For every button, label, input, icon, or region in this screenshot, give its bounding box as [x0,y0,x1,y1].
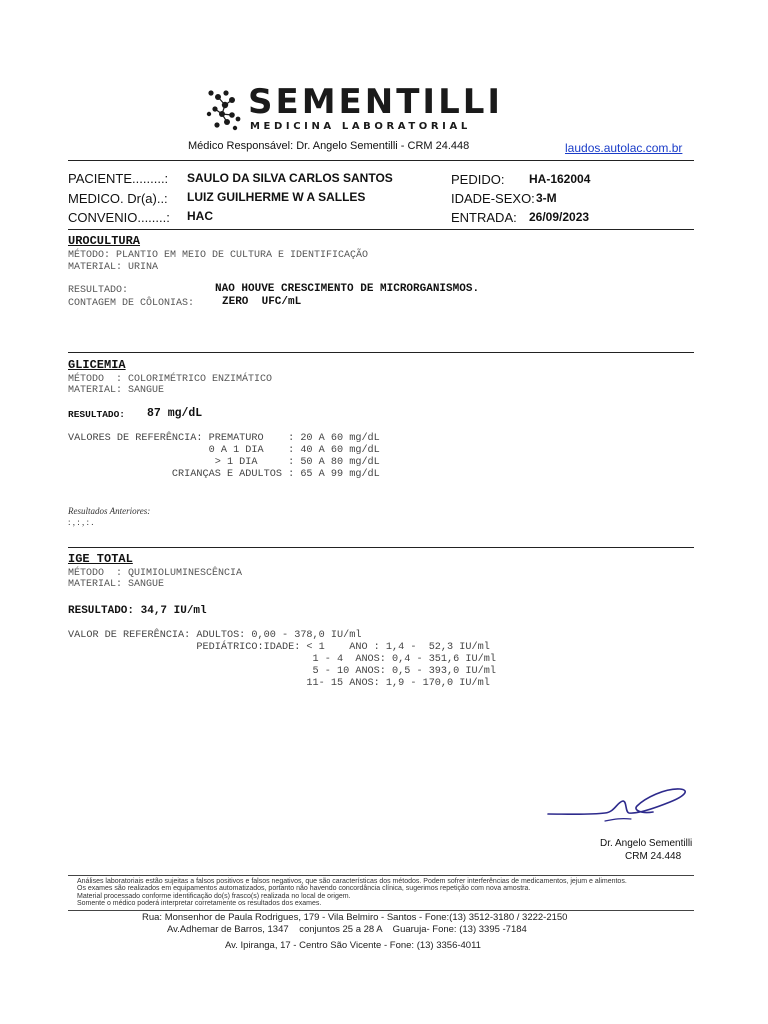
idade-sexo-value: 3-M [536,191,557,205]
urocultura-contagem-label: CONTAGEM DE CÔLONIAS: [68,298,195,309]
logo-mark-icon [205,88,245,132]
ige-resultado: RESULTADO: 34,7 IU/ml [68,605,207,617]
glicemia-resultado-value: 87 mg/dL [147,407,203,420]
signature-image [545,784,695,828]
footer-address-sao-vicente: Av. Ipiranga, 17 - Centro São Vicente - Fone: (13) 3356-4011 [225,940,481,951]
pedido-value: HA-162004 [529,172,591,186]
ige-material: MATERIAL: SANGUE [68,579,165,590]
previous-results-value: : , : , : . [68,517,94,527]
lab-website-link[interactable]: laudos.autolac.com.br [565,141,683,155]
glicemia-title: GLICEMIA [68,358,126,372]
ige-ref-line: 1 - 4 ANOS: 0,4 - 351,6 IU/ml [68,654,496,665]
paciente-value: SAULO DA SILVA CARLOS SANTOS [187,171,393,185]
medico-label: MEDICO. Dr(a)..: [68,191,168,206]
signature-name: Dr. Angelo Sementilli [600,838,693,849]
ige-ref-line: VALOR DE REFERÊNCIA: ADULTOS: 0,00 - 378,0 IU/ml [68,630,362,641]
disclaimer-line: Os exames são realizados em equipamentos automatizados, portanto não havendo concordância clínica, sugerimos repetição com nova amostra. [77,885,531,893]
urocultura-contagem-value: ZERO UFC/mL [222,296,302,308]
disclaimer [77,878,697,908]
glicemia-ref-line: VALORES DE REFERÊNCIA: PREMATURO : 20 A 60 mg/dL [68,433,380,444]
glicemia-ref-line: 0 A 1 DIA : 40 A 60 mg/dL [68,445,380,456]
glicemia-reference-values [68,433,380,481]
ige-ref-line: 5 - 10 ANOS: 0,5 - 393,0 IU/ml [68,666,496,677]
disclaimer-line: Material processado conforme identificação do(s) frasco(s) realizada no local de origem. [77,892,351,900]
urocultura-metodo: MÉTODO: PLANTIO EM MEIO DE CULTURA E IDENTIFICAÇÃO [68,250,369,261]
logo-name: SEMENTILLI [248,82,504,122]
paciente-label: PACIENTE.........: [68,171,169,186]
convenio-label: CONVENIO........: [68,210,170,225]
ige-ref-line: 11- 15 ANOS: 1,9 - 170,0 IU/ml [68,678,490,689]
logo-subtitle: MEDICINA LABORATORIAL [250,121,471,132]
entrada-value: 26/09/2023 [529,210,590,224]
footer-address-santos: Rua: Monsenhor de Paula Rodrigues, 179 - Vila Belmiro - Santos - Fone:(13) 3512-3180 / 3222-2150 [142,912,568,923]
urocultura-title: UROCULTURA [68,234,141,248]
pedido-label: PEDIDO: [451,172,505,187]
ige-metodo: MÉTODO : QUIMIOLUMINESCÊNCIA [68,568,243,579]
glicemia-ref-line: CRIANÇAS E ADULTOS : 65 A 99 mg/dL [68,469,380,480]
signature-crm: CRM 24.448 [625,851,682,862]
medico-value: LUIZ GUILHERME W A SALLES [187,190,366,204]
entrada-label: ENTRADA: [451,210,517,225]
ige-ref-line: PEDIÁTRICO:IDADE: < 1 ANO : 1,4 - 52,3 IU/ml [68,642,490,653]
urocultura-resultado-label: RESULTADO: [68,285,129,296]
disclaimer-line: Análises laboratoriais estão sujeitas a falsos positivos e falsos negativos, que são características dos métodos. Podem sofrer interferências de medicamentos, jejum e alimentos. [77,878,627,885]
responsible-doctor: Médico Responsável: Dr. Angelo Sementilli - CRM 24.448 [188,140,470,152]
urocultura-material: MATERIAL: URINA [68,262,159,273]
glicemia-resultado-label: RESULTADO: [68,409,126,420]
disclaimer-line: Somente o médico poderá interpretar corretamente os resultados dos exames. [77,900,322,908]
previous-results-label: Resultados Anteriores: [68,506,151,516]
glicemia-metodo: MÉTODO : COLORIMÉTRICO ENZIMÁTICO [68,374,273,385]
glicemia-material: MATERIAL: SANGUE [68,385,165,396]
ige-reference-values [68,630,496,690]
urocultura-resultado-value: NAO HOUVE CRESCIMENTO DE MICRORGANISMOS. [215,283,480,295]
glicemia-ref-line: > 1 DIA : 50 A 80 mg/dL [68,457,380,468]
ige-title: IGE TOTAL [68,552,133,566]
idade-sexo-label: IDADE-SEXO: [451,191,535,206]
footer-address-guaruja: Av.Adhemar de Barros, 1347 conjuntos 25 a 28 A Guaruja- Fone: (13) 3395 -7184 [167,924,527,935]
convenio-value: HAC [187,209,213,223]
